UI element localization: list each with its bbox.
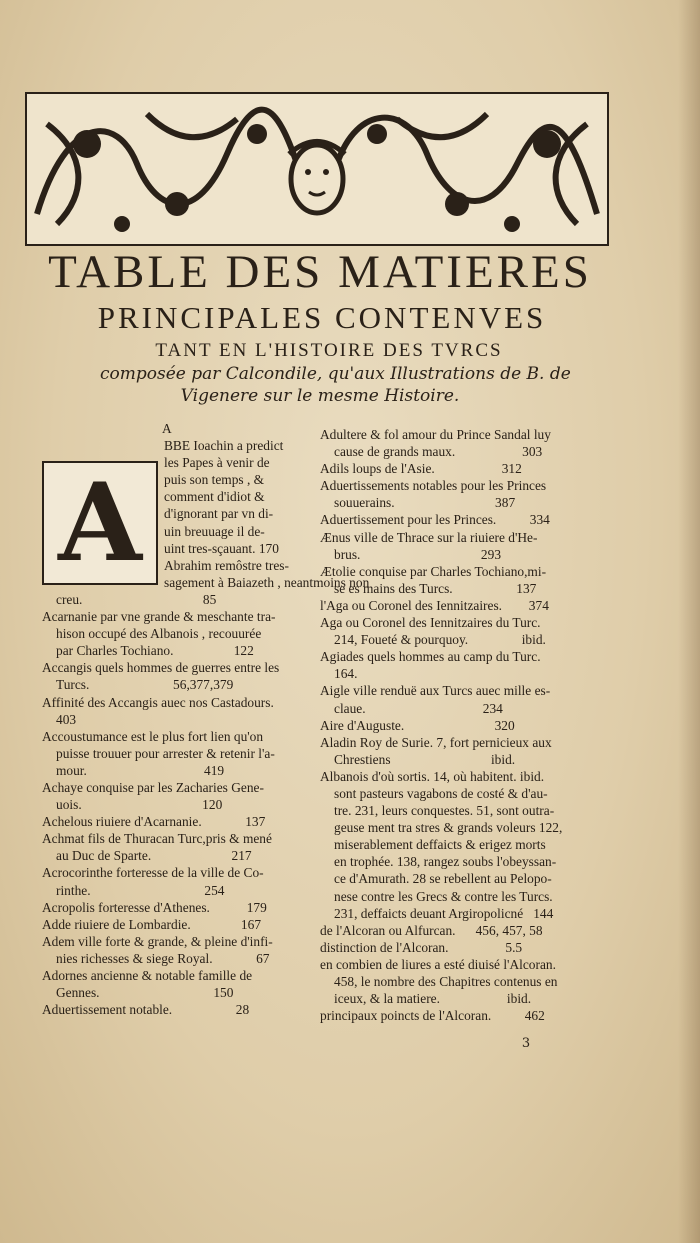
drop-cap [42, 461, 158, 585]
index-entry-line: en trophée. 138, rangez soubs l'obeyssan- [334, 854, 557, 870]
index-entry-line: par Charles Tochiano. 122 [56, 643, 254, 659]
index-entry-line: de l'Alcoran ou Alfurcan. 456, 457, 58 [320, 922, 543, 938]
index-entry [320, 922, 602, 939]
drop-cap-letter: A [58, 460, 142, 587]
index-entry-line: hison occupé des Albanois , recouurée [56, 626, 262, 642]
index-entry-line: Ætolie conquise par Charles Tochiano,mi- [320, 563, 547, 579]
index-entry-line: 231, deffaicts deuant Argiropolicné 144 [334, 905, 554, 921]
index-entry [42, 728, 314, 779]
index-entry-line: Abrahim remôstre tres- [164, 557, 289, 573]
index-entry-line: Aduertissement notable. 28 [42, 1002, 250, 1018]
index-entry-line: Chrestiens ibid. [334, 751, 516, 767]
index-entry [320, 511, 602, 528]
index-entry-line: Turcs. 56,377,379 [56, 677, 234, 693]
index-entry-line: Aduertissements notables pour les Princes [320, 478, 547, 494]
index-entry-line: Acarnanie par vne grande & meschante tra- [42, 609, 276, 625]
index-entry [320, 460, 602, 477]
index-entry-line: Achelous riuiere d'Acarnanie. 137 [42, 814, 266, 830]
index-entry-line: d'ignorant par vn di- [164, 506, 274, 522]
right-entries [320, 426, 602, 1024]
index-entry-line: Affinité des Accangis auec nos Castadours. [42, 694, 274, 710]
index-entry-line: uin breuuage il de- [164, 523, 265, 539]
index-entry-line: Accangis quels hommes de guerres entre les [42, 660, 280, 676]
index-entry-line: Adde riuiere de Lombardie. 167 [42, 916, 262, 932]
title-line-2: PRINCIPALES CONTENVES [97, 300, 547, 335]
index-entry-line: Adils loups de l'Asie. 312 [320, 461, 522, 477]
index-entry [320, 597, 602, 614]
index-entry-line: Acropolis forteresse d'Athenes. 179 [42, 899, 267, 915]
index-entry-line: principaux poincts de l'Alcoran. 462 [320, 1008, 545, 1024]
index-entry-line: mour. 419 [56, 762, 225, 778]
index-entry-line: uint tres-sçauant. 170 [164, 540, 279, 556]
index-entry-line: claue. 234 [334, 700, 503, 716]
index-entry [42, 1001, 314, 1018]
index-entry-line: Gennes. 150 [56, 985, 234, 1001]
index-entry [42, 864, 314, 898]
index-entry [320, 477, 602, 511]
index-entry-line: Adultere & fol amour du Prince Sandal luy [320, 427, 551, 442]
index-entry [42, 779, 314, 813]
index-entry [320, 939, 602, 956]
index-entry-line: creu. 85 [56, 591, 217, 607]
index-entry [42, 830, 314, 864]
section-letter: A [162, 421, 172, 436]
index-entry-line: distinction de l'Alcoran. 5.5 [320, 939, 523, 955]
index-entry [320, 529, 602, 563]
index-entry-line: puisse trouuer pour arrester & retenir l'a- [56, 745, 275, 761]
index-column-right [320, 426, 602, 1024]
index-entry [320, 717, 602, 734]
index-entry [42, 933, 314, 967]
index-entry-line: tre. 231, leurs conquestes. 51, sont outra- [334, 803, 555, 819]
index-entry-line: Aigle ville renduë aux Turcs auec mille es- [320, 683, 551, 699]
index-entry-line: souuerains. 387 [334, 495, 516, 511]
index-entry-line: Accoustumance est le plus fort lien qu'on [42, 728, 264, 744]
index-entry-line: se es mains des Turcs. 137 [334, 580, 537, 596]
index-entry-line: puis son temps , & [164, 472, 265, 488]
index-entry [320, 768, 602, 922]
index-entry-line: Agiades quels hommes au camp du Turc. [320, 649, 541, 665]
index-entry-line: cause de grands maux. 303 [334, 444, 543, 460]
index-entry-line: en combien de liures a esté diuisé l'Alcoran. [320, 956, 556, 972]
page-mark: 3 [521, 1036, 531, 1051]
index-entry-line: miserablement deffaicts & erigez morts [334, 837, 546, 853]
index-entry-line: nese contre les Grecs & contre les Turcs. [334, 888, 553, 904]
index-entry-line: au Duc de Sparte. 217 [56, 848, 252, 864]
index-entry-line: sont pasteurs vagabons de costé & d'au- [334, 785, 548, 801]
title-line-1: TABLE DES MATIERES [48, 246, 592, 298]
index-entry [320, 563, 602, 597]
index-entry-line: rinthe. 254 [56, 882, 225, 898]
index-entry-line: Ænus ville de Thrace sur la riuiere d'He- [320, 529, 538, 545]
index-entry [42, 916, 314, 933]
subtitle-line-1: composée par Calcondile, qu'aux Illustrations de B. de [100, 364, 571, 384]
index-entry-line: BBE Ioachin a predict [164, 438, 284, 454]
index-entry [320, 648, 602, 682]
index-entry [42, 899, 314, 916]
index-entry-line: Adornes ancienne & notable famille de [42, 968, 253, 983]
index-entry-line: Albanois d'où sortis. 14, où habitent. ibid. [320, 768, 545, 784]
index-entry [320, 734, 602, 768]
index-entry [320, 1007, 602, 1024]
index-entry-line: brus. 293 [334, 546, 502, 562]
index-entry-line: iceux, & la matiere. ibid. [334, 991, 532, 1007]
index-entry-line: geuse ment tra stres & grands voleurs 122, [334, 820, 563, 836]
title-line-3: TANT EN L'HISTOIRE DES TVRCS [155, 340, 503, 361]
index-entry-line: Aire d'Auguste. 320 [320, 717, 515, 733]
index-entry-line: Achmat fils de Thuracan Turc,pris & mené [42, 831, 272, 847]
index-entry [320, 682, 602, 716]
index-entry-line: sagement à Baiazeth , neantmoins non [164, 574, 370, 590]
index-entry-line: 458, le nombre des Chapitres contenus en [334, 974, 558, 989]
index-entry [320, 614, 602, 648]
index-entry-line: l'Aga ou Coronel des Iennitzaires. 374 [320, 597, 549, 613]
index-entry-line: Acrocorinthe forteresse de la ville de Co- [42, 865, 264, 881]
index-entry-line: 214, Foueté & pourquoy. ibid. [334, 632, 546, 648]
index-entry [42, 608, 314, 659]
subtitle-line-2: Vigenere sur le mesme Histoire. [180, 386, 460, 406]
index-entry [320, 956, 602, 1007]
index-entry-line: Aduertissement pour les Princes. 334 [320, 512, 550, 528]
index-entry-line: nies richesses & siege Royal. 67 [56, 950, 270, 966]
index-entry-line: uois. 120 [56, 797, 223, 813]
index-entry-line: Aladin Roy de Surie. 7, fort pernicieux aux [320, 734, 552, 750]
index-entry-line: les Papes à venir de [164, 455, 270, 471]
index-entry-line: 164. [334, 666, 358, 682]
page-edge-shadow [678, 0, 700, 1243]
index-entry-line: comment d'idiot & [164, 489, 265, 505]
index-entry-line: Aga ou Coronel des Iennitzaires du Turc. [320, 615, 541, 631]
index-entry [42, 659, 314, 693]
index-entry-line: ce d'Amurath. 28 se rebellent au Pelopo- [334, 871, 552, 887]
index-entry [42, 694, 314, 728]
index-entry [320, 426, 602, 460]
ornamental-headpiece [25, 92, 609, 246]
index-entry-line: Achaye conquise par les Zacharies Gene- [42, 779, 264, 795]
index-entry-line: Adem ville forte & grande, & pleine d'infi- [42, 933, 273, 949]
index-entry [42, 813, 314, 830]
index-entry [42, 967, 314, 1001]
index-entry-line: 403 [56, 711, 77, 727]
